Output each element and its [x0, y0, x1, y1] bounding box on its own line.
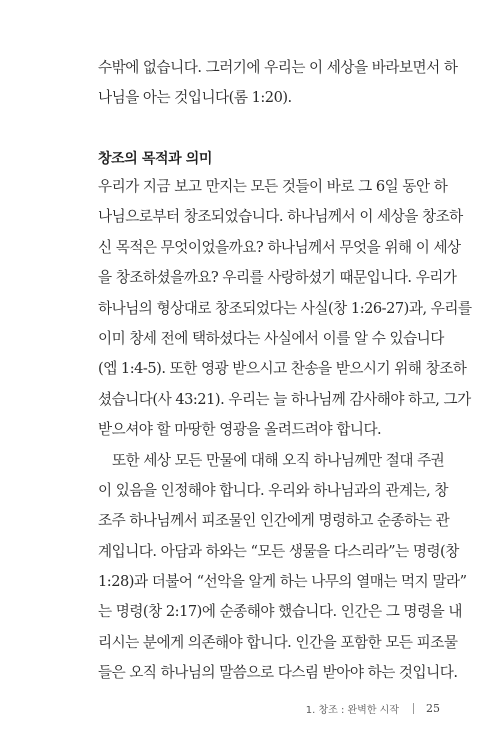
text-line: 하나님의 형상대로 창조되었다는 사실(창 1:26-27)과, 우리를 — [98, 299, 472, 317]
text-line: 또한 세상 모든 만물에 대해 오직 하나님께만 절대 주권 — [112, 451, 445, 469]
text-line: 나님을 아는 것입니다(롬 1:20). — [98, 89, 292, 107]
text-line: 계입니다. 아담과 하와는 “모든 생물을 다스리라”는 명령(창 — [98, 542, 459, 560]
text-line: 받으셔야 할 마땅한 영광을 올려드려야 합니다. — [98, 421, 382, 439]
text-line: 우리가 지금 보고 만지는 모든 것들이 바로 그 6일 동안 하 — [98, 178, 448, 195]
text-line: 들은 오직 하나님의 말씀으로 다스림 받아야 하는 것입니다. — [98, 664, 458, 682]
paragraph-1 — [98, 172, 472, 446]
text-line: 신 목적은 무엇이었을까요? 하나님께서 무엇을 위해 이 세상 — [98, 238, 461, 256]
running-head: 1. 창조 : 완벽한 시작 — [305, 705, 399, 716]
text-line: 이미 창세 전에 택하셨다는 사실에서 이를 알 수 있습니다 — [98, 329, 444, 347]
section-heading: 창조의 목적과 의미 — [98, 151, 212, 167]
page-footer — [306, 701, 440, 716]
text-line: 을 창조하셨을까요? 우리를 사랑하셨기 때문입니다. 우리가 — [98, 269, 457, 287]
text-line: (엡 1:4-5). 또한 영광 받으시고 찬송을 받으시기 위해 창조하 — [98, 360, 467, 378]
text-line: 조주 하나님께서 피조물인 인간에게 명령하고 순종하는 관 — [98, 512, 450, 530]
text-line: 수밖에 없습니다. 그러기에 우리는 이 세상을 바라보면서 하 — [98, 59, 458, 76]
text-line: 셨습니다(사 43:21). 우리는 늘 하나님께 감사해야 하고, 그가 — [98, 390, 471, 408]
paragraph-2 — [98, 446, 467, 689]
top-paragraph — [98, 53, 458, 114]
footer-divider — [413, 703, 414, 714]
text-line: 나님으로부터 창조되었습니다. 하나님께서 이 세상을 창조하 — [98, 208, 463, 226]
text-line: 는 명령(창 2:17)에 순종해야 했습니다. 인간은 그 명령을 내 — [98, 603, 462, 621]
text-line: 1:28)과 더불어 “선악을 알게 하는 나무의 열매는 먹지 말라” — [98, 573, 467, 591]
text-line: 이 있음을 인정해야 합니다. 우리와 하나님과의 관계는, 창 — [98, 481, 448, 499]
page-number: 25 — [426, 702, 440, 715]
text-line: 리시는 분에게 의존해야 합니다. 인간을 포함한 모든 피조물 — [98, 633, 458, 651]
body-text — [98, 172, 472, 689]
